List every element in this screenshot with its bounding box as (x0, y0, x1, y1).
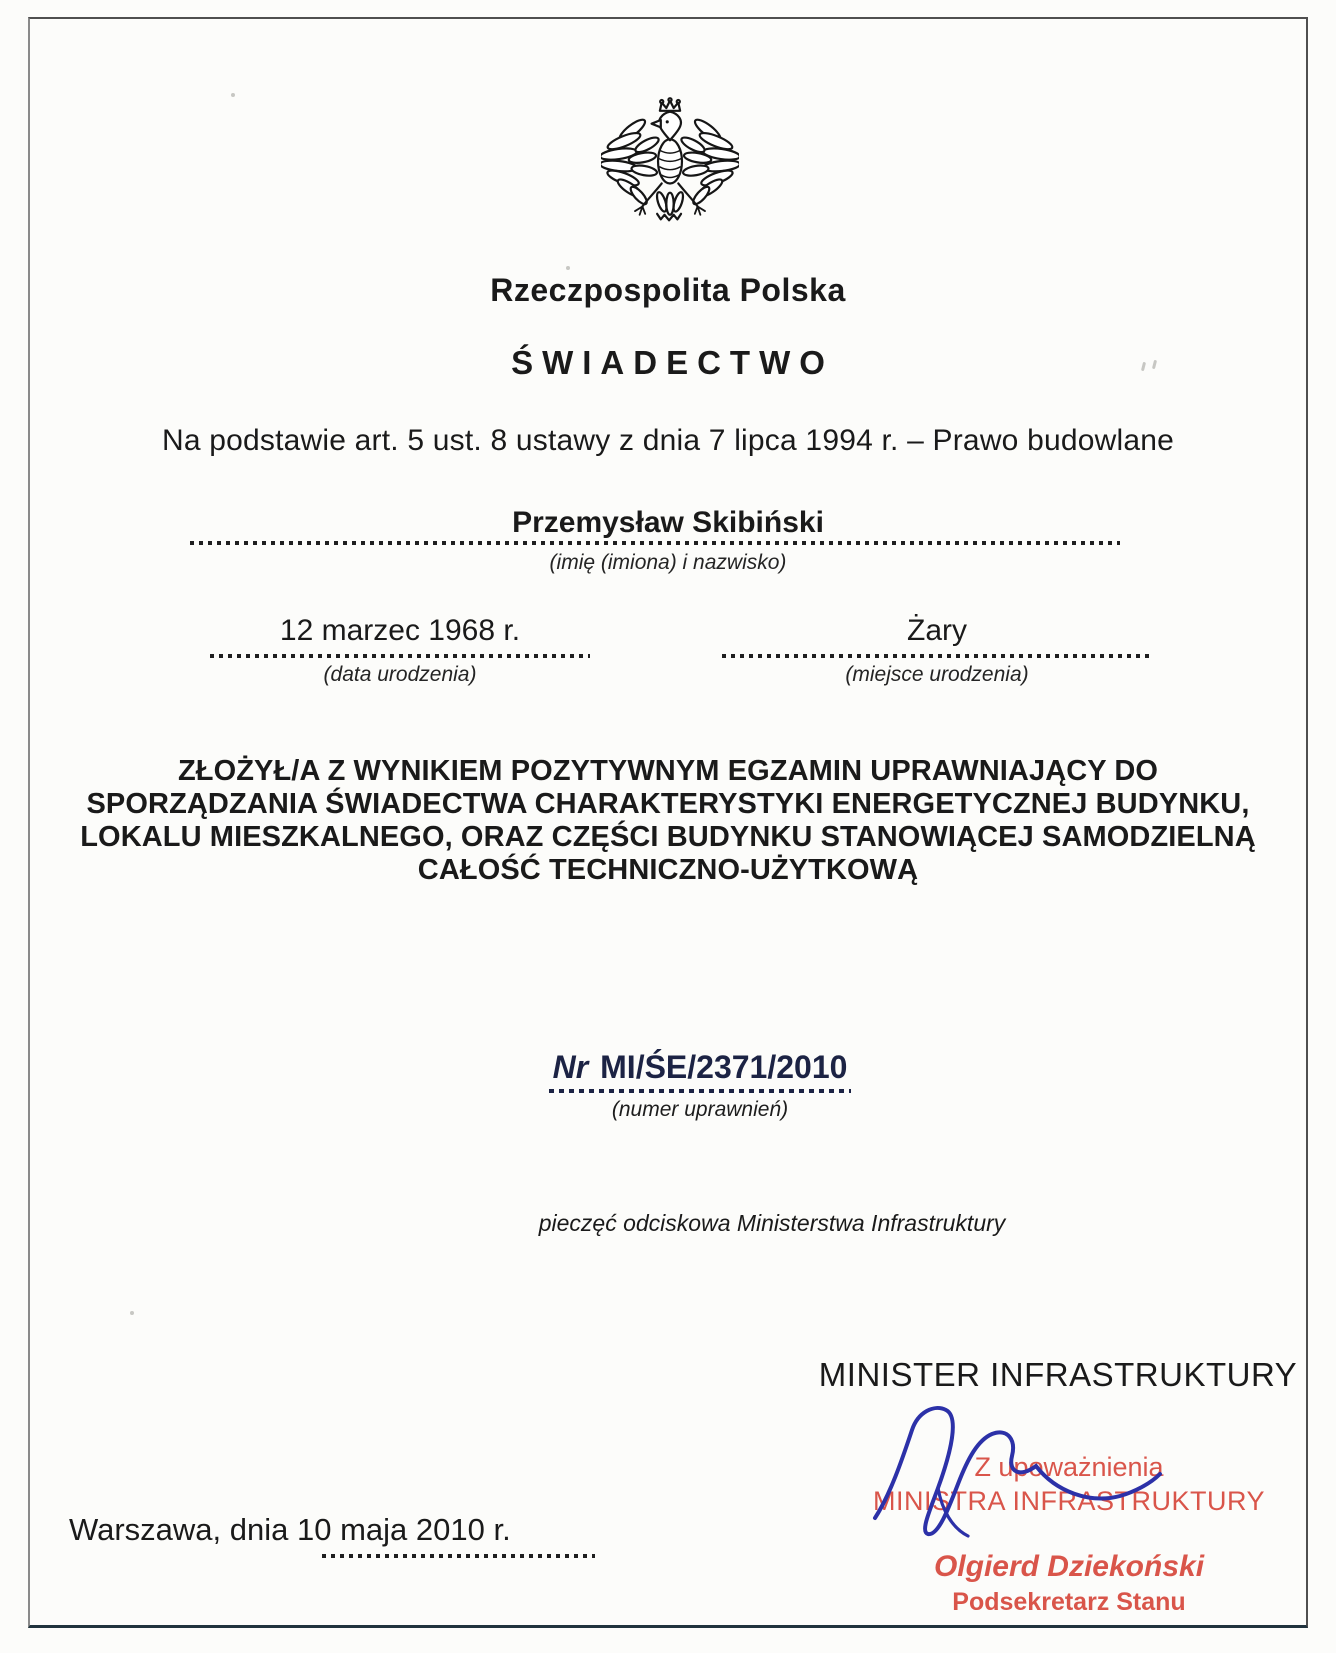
exam-statement (0, 755, 1336, 887)
certificate-title: ŚWIADECTWO (511, 344, 834, 381)
birth-date-dotted-line (210, 654, 590, 658)
country-heading: Rzeczpospolita Polska (490, 272, 846, 308)
legal-basis-text: Na podstawie art. 5 ust. 8 ustawy z dnia 7 lipca 1994 r. – Prawo budowlane (161, 424, 1175, 457)
date-dotted-line (322, 1554, 595, 1558)
birth-place-value: Żary (907, 614, 967, 647)
license-number-caption: (numer uprawnień) (611, 1098, 789, 1121)
holder-name: Przemysław Skibiński (512, 506, 824, 539)
minister-signature (850, 1400, 1180, 1545)
name-caption: (imię (imiona) i nazwisko) (549, 551, 787, 574)
stamp-signer-position: Podsekretarz Stanu (952, 1588, 1186, 1616)
birth-place-group (722, 614, 1152, 687)
license-number-value: MI/ŚE/2371/2010 (600, 1049, 848, 1085)
statement-line: CAŁOŚĆ TECHNICZNO-UŻYTKOWĄ (417, 854, 919, 886)
license-number-label: Nr (552, 1049, 589, 1085)
polish-eagle-emblem (601, 96, 739, 236)
birth-date-group (210, 614, 590, 687)
name-dotted-line (190, 541, 1120, 545)
stamp-authorization-line1: Z upoważnienia (974, 1452, 1164, 1482)
statement-line: SPORZĄDZANIA ŚWIADECTWA CHARAKTERYSTYKI ENERGETYCZNEJ BUDYNKU, (86, 788, 1250, 820)
issue-place-date: Warszawa, dnia 10 maja 2010 r. (69, 1512, 511, 1547)
statement-line: LOKALU MIESZKALNEGO, ORAZ CZĘŚCI BUDYNKU STANOWIĄCEJ SAMODZIELNĄ (80, 821, 1256, 853)
license-number-group (64, 1049, 1336, 1122)
minister-title: MINISTER INFRASTRUKTURY (818, 1356, 1298, 1393)
license-number (64, 1049, 1336, 1087)
birth-place-dotted-line (722, 654, 1152, 658)
license-number-dotted-line (549, 1089, 851, 1093)
birth-place-caption: (miejsce urodzenia) (845, 663, 1029, 686)
stamp-authorization-line2: MINISTRA INFRASTRUKTURY (872, 1486, 1266, 1516)
scan-artifact (566, 266, 570, 270)
stamp-signer-name: Olgierd Dziekoński (933, 1550, 1205, 1583)
statement-line: ZŁOŻYŁ/A Z WYNIKIEM POZYTYWNYM EGZAMIN UPRAWNIAJĄCY DO (177, 755, 1159, 787)
scan-artifact (130, 1311, 134, 1315)
birth-date-caption: (data urodzenia) (323, 663, 477, 686)
seal-note: pieczęć odciskowa Ministerstwa Infrastruktury (538, 1210, 1006, 1236)
scan-artifact (231, 93, 235, 97)
birth-date-value: 12 marzec 1968 r. (279, 614, 521, 647)
